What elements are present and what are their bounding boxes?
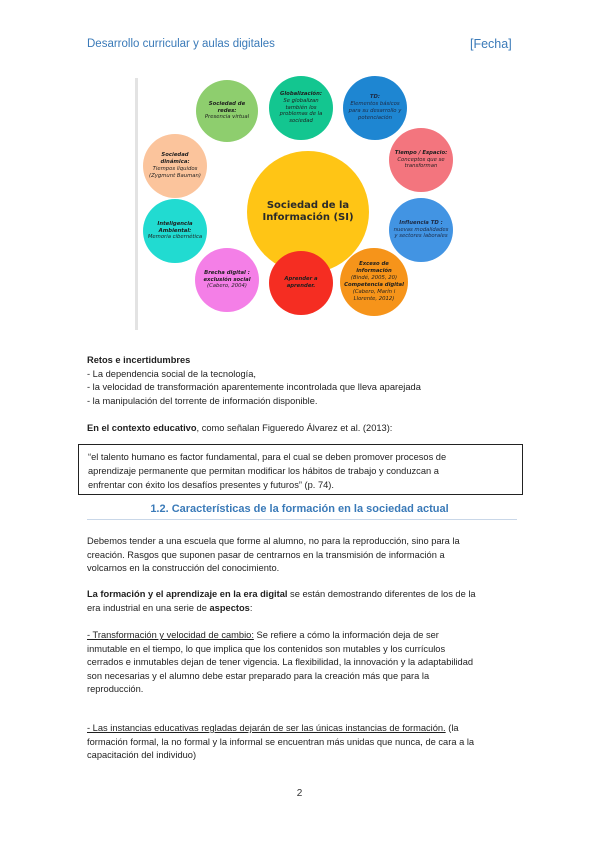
- bubble-desc: Conceptos que se transforman: [397, 156, 445, 170]
- center-bubble-title: Sociedad de la Información (SI): [262, 199, 354, 223]
- bubble-title: TD:: [369, 94, 381, 101]
- contexto-paragraph: [87, 422, 392, 436]
- section-heading: [0, 503, 599, 515]
- paragraph-instancias: [87, 722, 474, 763]
- paragraph-line: capacitación del individuo): [87, 750, 197, 760]
- bubble-sociedad-dinamica: [143, 134, 207, 198]
- bubble-desc: Presencia virtual: [204, 114, 250, 121]
- bubble-desc-2: (Cabero, Marín i Llorente, 2012): [352, 288, 396, 302]
- quote-line: enfrentar con éxito los desafíos presentes y futuros” (p. 74).: [88, 480, 334, 490]
- paragraph-line: son necesarias y el alumno debe estar preparado para la creación más que para la: [87, 670, 430, 681]
- section-heading-text: 1.2. Características de la formación en la sociedad actual: [150, 503, 449, 515]
- paragraph-line: formación formal, la no formal y la informal se encuentran más unidas que nunca, de cara a la: [87, 736, 475, 747]
- paragraph-line: reproducción.: [87, 684, 144, 694]
- bubble-desc: (Cabero, 2004): [207, 283, 247, 290]
- date-placeholder: [Fecha]: [470, 37, 512, 51]
- bubble-tiempo-espacio: [389, 128, 453, 192]
- quote-line: aprendizaje permanente que permitan modificar los hábitos de trabajo y conduzcan a: [88, 466, 439, 476]
- quote-line: “el talento humano es factor fundamental, para el cual se deben promover procesos de: [88, 452, 447, 462]
- paragraph-line: Debemos tender a una escuela que forme al alumno, no para la reproducción, sino para la: [87, 536, 460, 546]
- paragraph-line: creación. Rasgos que suponen pasar de centrarnos en la transmisión de información a: [87, 549, 445, 560]
- bubble-title: Exceso de información: [356, 261, 392, 275]
- bubble-influencia-td: [389, 198, 453, 262]
- information-society-diagram: [135, 70, 449, 330]
- bubble-desc: Memoria cibernética: [147, 234, 203, 241]
- bubble-title: Sociedad dinámica:: [160, 152, 190, 166]
- paragraph-underlined: - Transformación y velocidad de cambio:: [87, 630, 254, 640]
- bubble-title: Tiempo / Espacio:: [394, 149, 448, 156]
- retos-item: - la velocidad de transformación aparentemente incontrolada que lleva aparejada: [87, 382, 421, 392]
- bubble-desc: Se globalizan también los problemas de la sociedad: [279, 97, 323, 125]
- paragraph-era-digital: [87, 588, 476, 615]
- retos-item: - La dependencia social de la tecnología,: [87, 368, 257, 379]
- paragraph-line: inmutable en el tiempo, lo que implica que los contenidos son mutables y los currículos: [87, 643, 446, 654]
- bubble-title: Sociedad de redes:: [208, 100, 246, 114]
- paragraph-transformacion: [87, 629, 473, 697]
- bubble-title-2: Competencia digital: [344, 282, 404, 288]
- bubble-desc: nuevas modalidades y sectores laborales: [393, 226, 449, 240]
- contexto-rest: , como señalan Figueredo Álvarez et al. (2013):: [196, 423, 393, 433]
- bubble-title: Globalización:: [280, 90, 322, 97]
- paragraph-line: cerrados e inmutables dejan de tener vigencia. La flexibilidad, la innovación y la adaptabilidad: [87, 657, 474, 667]
- bubble-title: Influencia TD :: [399, 219, 443, 226]
- diagram-side-bar: [135, 78, 138, 330]
- paragraph-bold-aspectos: aspectos: [209, 602, 250, 613]
- paragraph-escuela: [87, 535, 460, 576]
- bubble-title: Aprender a aprender.: [284, 276, 318, 289]
- paragraph-underlined: - Las instancias educativas regladas dejarán de ser las únicas instancias de formación.: [87, 723, 446, 733]
- contexto-bold: En el contexto educativo: [87, 423, 197, 433]
- bubble-inteligencia-ambiental: [143, 199, 207, 263]
- paragraph-rest: Se refiere a cómo la información deja de ser: [253, 630, 439, 640]
- page-number: 2: [296, 788, 303, 799]
- bubble-title: Inteligencia Ambiental:: [157, 220, 193, 234]
- bubble-sociedad-redes: [196, 80, 258, 142]
- bubble-brecha-digital: [195, 248, 259, 312]
- bubble-globalizacion: [269, 76, 333, 140]
- paragraph-rest: (la: [445, 723, 459, 733]
- bubble-desc: (Bindé, 2005, 20): [350, 275, 398, 282]
- paragraph-line-end: :: [249, 602, 253, 613]
- retos-item: - la manipulación del torrente de información disponible.: [87, 395, 318, 406]
- bubble-exceso-informacion: [340, 248, 408, 316]
- bubble-desc: Tiempos líquidos (Zygmunt Bauman): [149, 166, 201, 179]
- bubble-aprender-a-aprender: [269, 251, 333, 315]
- quote-box: [78, 444, 523, 495]
- retos-heading: Retos e incertidumbres: [87, 355, 191, 365]
- paragraph-rest: se están demostrando diferentes de los de la: [287, 589, 476, 599]
- retos-block: [87, 354, 421, 408]
- paragraph-bold: La formación y el aprendizaje en la era digital: [87, 589, 288, 599]
- section-underline: [87, 519, 517, 520]
- paragraph-line: era industrial en una serie de: [87, 602, 210, 613]
- document-title: Desarrollo curricular y aulas digitales: [87, 38, 275, 50]
- paragraph-line: volcarnos en la construcción del conocimiento.: [87, 563, 280, 573]
- bubble-title: Brecha digital : exclusión social: [203, 269, 251, 283]
- bubble-td: [343, 76, 407, 140]
- bubble-desc: Elementos básicos para su desarrollo y potenciación: [348, 101, 402, 121]
